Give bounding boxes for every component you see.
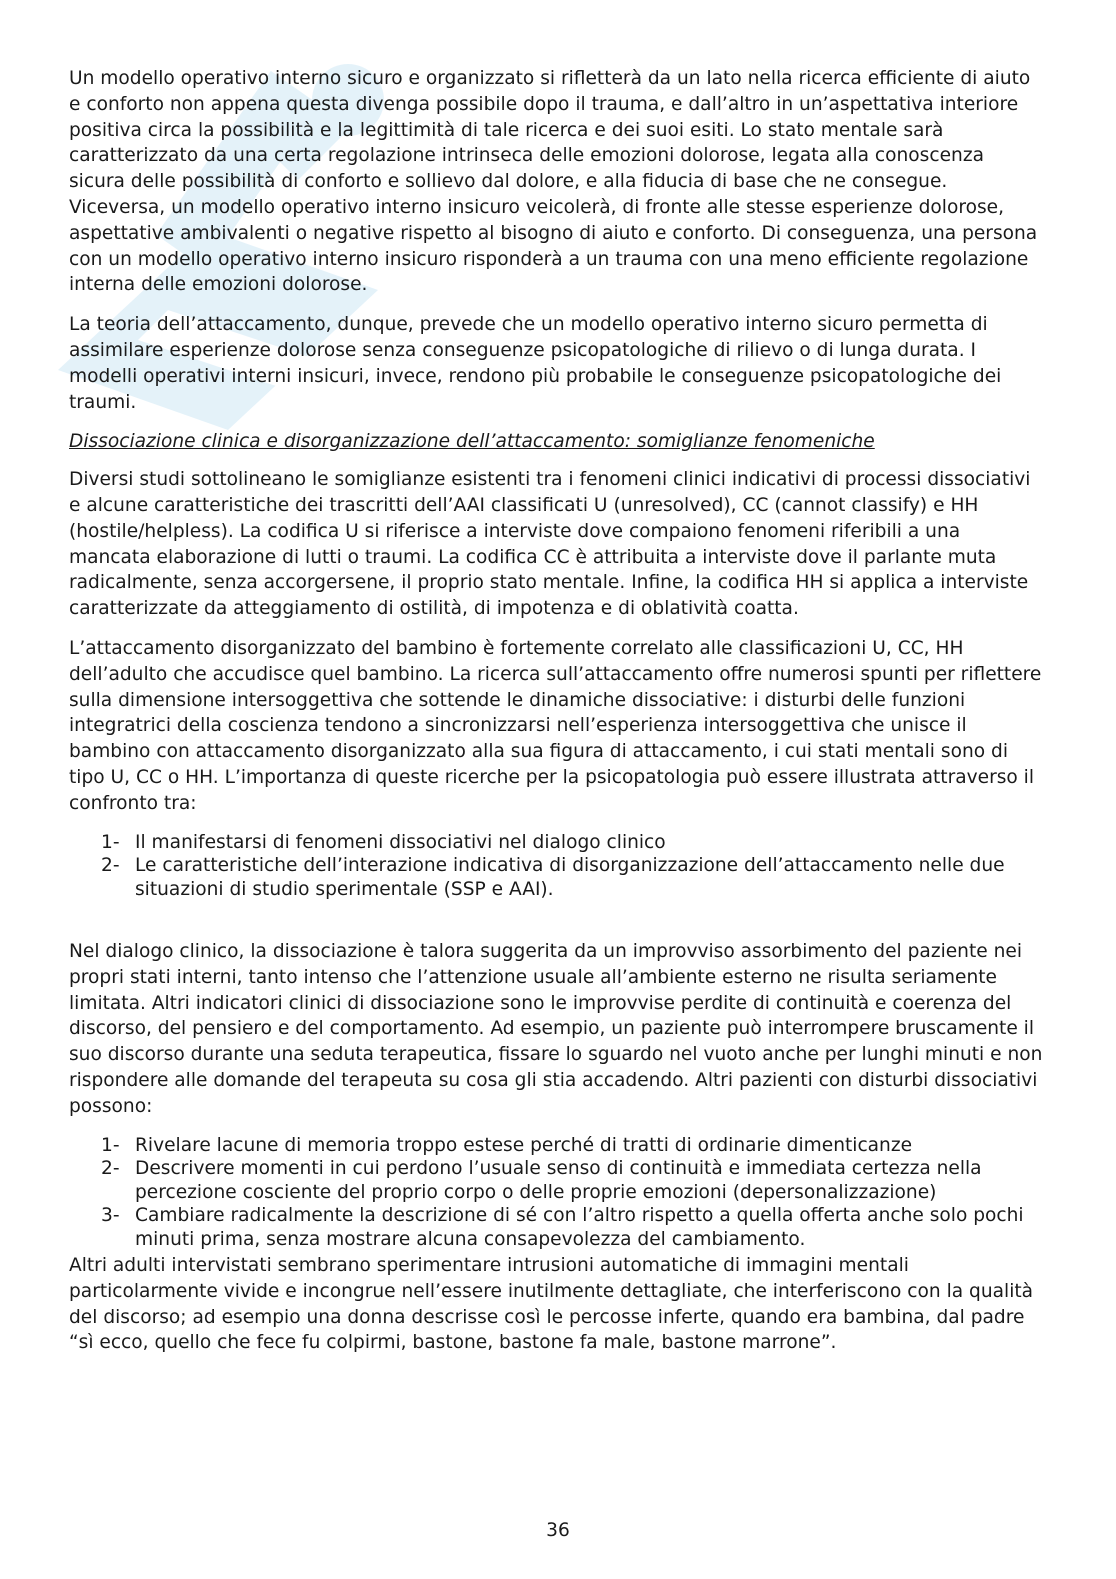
- list-item: [69, 831, 1044, 855]
- list-item: [69, 854, 1044, 901]
- list-text: Le caratteristiche dell’interazione indicativa di disorganizzazione dell’attaccamento nelle due situazioni di studio sperimentale (SSP e AAI).: [135, 855, 1005, 900]
- list-text: Descrivere momenti in cui perdono l’usuale senso di continuità e immediata certezza nella percezione cosciente del proprio corpo o delle proprie emozioni (depersonalizzazione): [135, 1158, 982, 1203]
- paragraph: Diversi studi sottolineano le somiglianze esistenti tra i fenomeni clinici indicativi di processi dissociativi e alcune caratteristiche dei trascritti dell’AAI classificati U (unresolved), CC (cannot classify) e HH (hostile/helpless). La codifica U si riferisce a interviste dove compaiono fenomeni riferibili a una mancata elaborazione di lutti o traumi. La codifica CC è attribuita a interviste dove il parlante muta radicalmente, senza accorgersene, il proprio stato mentale. Infine, la codifica HH si applica a interviste caratterizzate da atteggiamento di ostilità, di impotenza e di oblatività coatta.: [69, 469, 1031, 620]
- list-item: [69, 1157, 1044, 1204]
- list-number: 3-: [101, 1205, 120, 1227]
- list-number: 2-: [101, 855, 120, 877]
- paragraph: Nel dialogo clinico, la dissociazione è talora suggerita da un improvviso assorbimento del paziente nei propri stati interni, tanto intenso che l’attenzione usuale all’ambiente esterno ne risulta seriamente limitata. Altri indicatori clinici di dissociazione sono le improvvise perdite di continuità e coerenza del discorso, del pensiero e del comportamento. Ad esempio, un paziente può interrompere bruscamente il suo discorso durante una seduta terapeutica, fissare lo sguardo nel vuoto anche per lunghi minuti e non rispondere alle domande del terapeuta su cosa gli stia accadendo. Altri pazienti con disturbi dissociativi possono:: [69, 941, 1043, 1117]
- list-item: [69, 1204, 1044, 1251]
- paragraph: Un modello operativo interno sicuro e organizzato si rifletterà da un lato nella ricerca efficiente di aiuto e conforto non appena questa divenga possibile dopo il trauma, e dall’altro in un’aspettativa interiore positiva circa la possibilità e la legittimità di tale ricerca e dei suoi esiti. Lo stato mentale sarà caratterizzato da una certa regolazione intrinseca delle emozioni dolorose, legata alla conoscenza sicura delle possibilità di conforto e sollievo dal dolore, e alla fiducia di base che ne consegue. Viceversa, un modello operativo interno insicuro veicolerà, di fronte alle stesse esperienze dolorose, aspettative ambivalenti o negative rispetto al bisogno di aiuto e conforto. Di conseguenza, una persona con un modello operativo interno insicuro risponderà a un trauma con una meno efficiente regolazione interna delle emozioni dolorose.: [69, 68, 1038, 296]
- list-text: Il manifestarsi di fenomeni dissociativi nel dialogo clinico: [135, 831, 666, 853]
- numbered-list: [69, 1134, 1044, 1252]
- list-number: 1-: [101, 1134, 120, 1156]
- paragraph: La teoria dell’attaccamento, dunque, prevede che un modello operativo interno sicuro permetta di assimilare esperienze dolorose senza conseguenze psicopatologiche di rilievo o di lunga durata. I modelli operativi interni insicuri, invece, rendono più probabile le conseguenze psicopatologiche dei traumi.: [69, 314, 1002, 413]
- paragraph: L’attaccamento disorganizzato del bambino è fortemente correlato alle classificazioni U, CC, HH dell’adulto che accudisce quel bambino. La ricerca sull’attaccamento offre numerosi spunti per riflettere sulla dimensione intersoggettiva che sottende le dinamiche dissociative: i disturbi delle funzioni integratrici della coscienza tendono a sincronizzarsi nell’esperienza intersoggettiva che unisce il bambino con attaccamento disorganizzato alla sua figura di attaccamento, i cui stati mentali sono di tipo U, CC o HH. L’importanza di queste ricerche per la psicopatologia può essere illustrata attraverso il confronto tra:: [69, 637, 1042, 814]
- list-number: 1-: [101, 831, 120, 853]
- list-text: Rivelare lacune di memoria troppo estese perché di tratti di ordinarie dimenticanze: [135, 1134, 913, 1156]
- list-text: Cambiare radicalmente la descrizione di sé con l’altro rispetto a quella offerta anche solo pochi minuti prima, senza mostrare alcuna consapevolezza del cambiamento.: [135, 1205, 1024, 1250]
- spacer: [69, 915, 1044, 939]
- document-body: [69, 66, 1044, 1370]
- list-item: [69, 1134, 1044, 1158]
- list-number: 2-: [101, 1158, 120, 1180]
- numbered-list: [69, 831, 1044, 902]
- paragraph: Altri adulti intervistati sembrano sperimentare intrusioni automatiche di immagini mentali particolarmente vivide e incongrue nell’essere inutilmente dettagliate, che interferiscono con la qualità del discorso; ad esempio una donna descrisse così le percosse inferte, quando era bambina, dal padre “sì ecco, quello che fece fu colpirmi, bastone, bastone fa male, bastone marrone”.: [69, 1255, 1034, 1354]
- page-number: 36: [546, 1520, 570, 1541]
- section-heading: Dissociazione clinica e disorganizzazione dell’attaccamento: somiglianze fenomeniche: [69, 431, 875, 453]
